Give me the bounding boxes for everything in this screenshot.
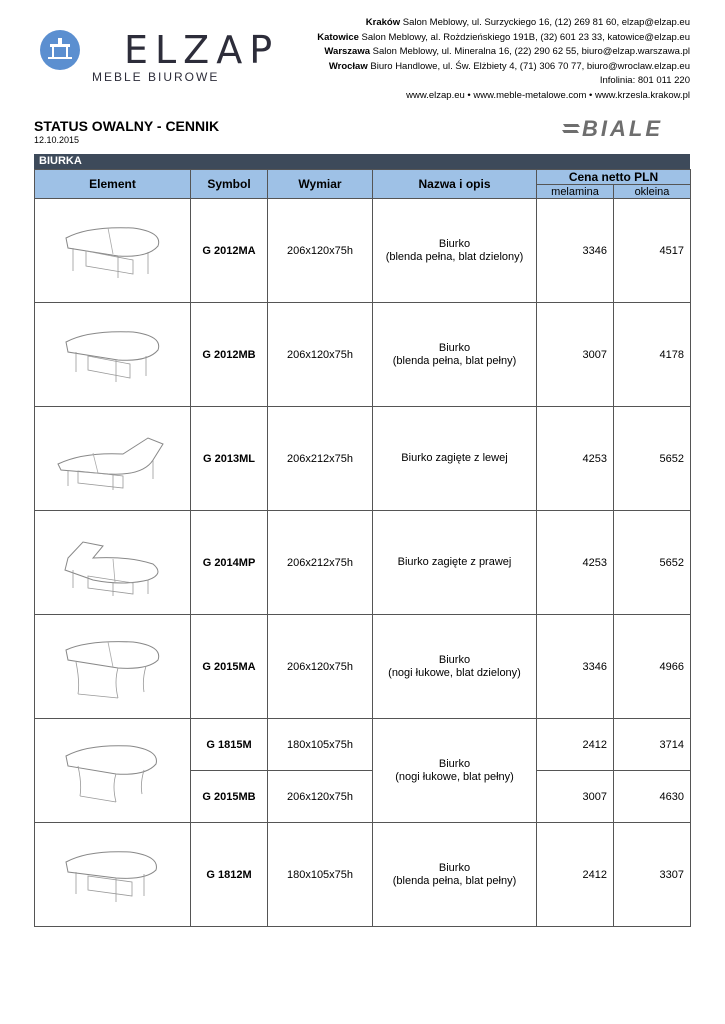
melamina-price: 3346	[537, 615, 614, 719]
table-row	[35, 719, 691, 771]
okleina-price: 4630	[614, 771, 691, 823]
price-table	[34, 169, 691, 927]
desk-drawing-icon	[58, 736, 168, 806]
biale-wordmark: BIALE	[582, 116, 663, 141]
wymiar-cell: 206x120x75h	[268, 303, 373, 407]
okleina-price: 4178	[614, 303, 691, 407]
symbol-cell: G 1812M	[191, 823, 268, 927]
desc-cell: Biurko (blenda pełna, blat pełny)	[373, 303, 537, 407]
desk-drawing-icon	[53, 528, 173, 598]
col-element: Element	[35, 170, 191, 199]
okleina-price: 3307	[614, 823, 691, 927]
desk-image	[35, 511, 191, 615]
col-nazwa: Nazwa i opis	[373, 170, 537, 199]
websites: www.elzap.eu • www.meble-metalowe.com • www.krzesla.krakow.pl	[406, 89, 690, 101]
table-row	[35, 407, 691, 511]
wymiar-cell: 180x105x75h	[268, 719, 373, 771]
okleina-price: 5652	[614, 407, 691, 511]
wymiar-cell: 206x120x75h	[268, 615, 373, 719]
biale-logo	[560, 116, 690, 142]
logo-chair-icon	[40, 30, 80, 70]
melamina-price: 2412	[537, 823, 614, 927]
desc-cell: Biurko (blenda pełna, blat dzielony)	[373, 199, 537, 303]
melamina-price: 4253	[537, 511, 614, 615]
table-row	[35, 303, 691, 407]
wymiar-cell: 206x212x75h	[268, 511, 373, 615]
desc-cell: Biurko zagięte z prawej	[373, 511, 537, 615]
address-warszawa: Warszawa Salon Meblowy, ul. Mineralna 16, (22) 290 62 55, biuro@elzap.warszawa.pl	[324, 46, 690, 57]
desk-drawing-icon	[58, 840, 168, 910]
address-wroclaw: Wrocław Biuro Handlowe, ul. Św. Elżbiety 4, (71) 306 70 77, biuro@wroclaw.elzap.eu	[328, 60, 690, 72]
table-row	[35, 511, 691, 615]
page-header	[0, 0, 725, 110]
okleina-price: 5652	[614, 511, 691, 615]
address-krakow: Kraków Salon Meblowy, ul. Surzyckiego 16, (12) 269 81 60, elzap@elzap.eu	[365, 17, 690, 28]
symbol-cell: G 2015MA	[191, 615, 268, 719]
col-wymiar: Wymiar	[268, 170, 373, 199]
infolinia: Infolinia: 801 011 220	[599, 75, 690, 86]
section-title: BIURKA	[34, 154, 690, 169]
symbol-cell: G 2013ML	[191, 407, 268, 511]
melamina-price: 4253	[537, 407, 614, 511]
desk-image	[35, 615, 191, 719]
symbol-cell: G 2012MB	[191, 303, 268, 407]
wymiar-cell: 206x212x75h	[268, 407, 373, 511]
wymiar-cell: 206x120x75h	[268, 771, 373, 823]
melamina-price: 2412	[537, 719, 614, 771]
address-block	[270, 16, 690, 103]
melamina-price: 3346	[537, 199, 614, 303]
okleina-price: 3714	[614, 719, 691, 771]
desk-image	[35, 719, 191, 823]
melamina-price: 3007	[537, 771, 614, 823]
desc-cell: Biurko zagięte z lewej	[373, 407, 537, 511]
desk-drawing-icon	[53, 424, 173, 494]
desc-cell: Biurko (nogi łukowe, blat pełny)	[373, 719, 537, 823]
biale-mark-icon	[560, 116, 582, 142]
symbol-cell: G 2012MA	[191, 199, 268, 303]
table-row	[35, 615, 691, 719]
desk-image	[35, 407, 191, 511]
melamina-price: 3007	[537, 303, 614, 407]
desc-cell: Biurko (nogi łukowe, blat dzielony)	[373, 615, 537, 719]
document-date: 12.10.2015	[34, 135, 80, 145]
col-symbol: Symbol	[191, 170, 268, 199]
address-katowice: Katowice Salon Meblowy, al. Rożdzieńskiego 191B, (32) 601 23 33, katowice@elzap.eu	[317, 31, 690, 43]
elzap-logo	[40, 28, 280, 90]
desk-drawing-icon	[58, 320, 168, 390]
symbol-cell: G 2014MP	[191, 511, 268, 615]
wymiar-cell: 206x120x75h	[268, 199, 373, 303]
desk-image	[35, 199, 191, 303]
desk-drawing-icon	[58, 216, 168, 286]
document-title: STATUS OWALNY - CENNIK	[34, 118, 220, 134]
table-row	[35, 823, 691, 927]
okleina-price: 4517	[614, 199, 691, 303]
okleina-price: 4966	[614, 615, 691, 719]
desc-cell: Biurko (blenda pełna, blat pełny)	[373, 823, 537, 927]
col-cena: Cena netto PLN	[537, 170, 691, 185]
symbol-cell: G 2015MB	[191, 771, 268, 823]
col-melamina: melamina	[537, 185, 614, 199]
desk-image	[35, 303, 191, 407]
table-row	[35, 199, 691, 303]
desk-image	[35, 823, 191, 927]
symbol-cell: G 1815M	[191, 719, 268, 771]
table-header-row	[35, 170, 691, 185]
logo-subtitle: MEBLE BIUROWE	[92, 70, 220, 84]
wymiar-cell: 180x105x75h	[268, 823, 373, 927]
desk-drawing-icon	[58, 632, 168, 702]
col-okleina: okleina	[614, 185, 691, 199]
logo-wordmark: ELZAP	[124, 28, 280, 72]
